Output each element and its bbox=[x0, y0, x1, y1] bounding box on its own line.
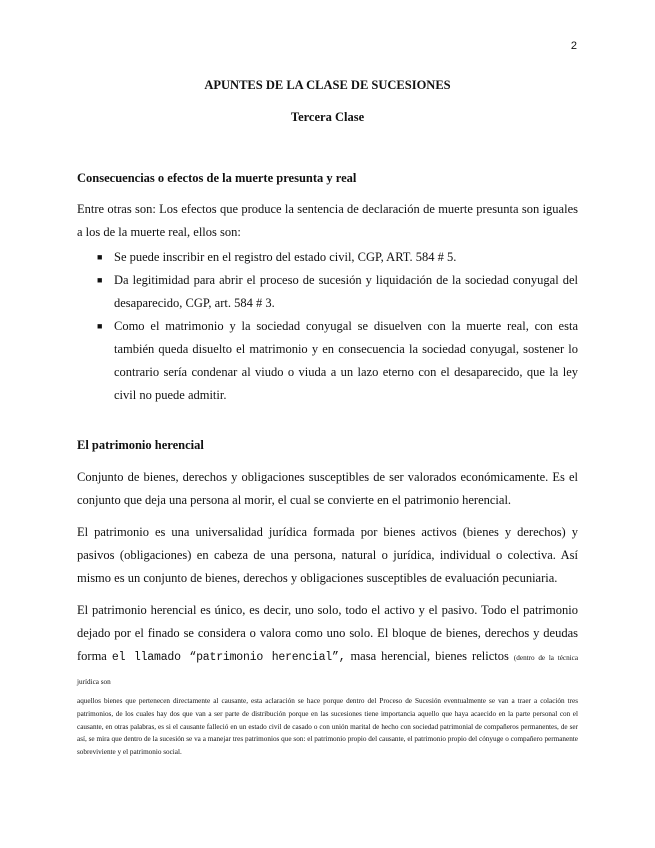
paragraph-3-emphasis: el llamado “patrimonio herencial”, bbox=[111, 651, 346, 664]
list-item bbox=[77, 269, 578, 315]
patrimony-paragraph-1: Conjunto de bienes, derechos y obligaciones susceptibles de ser valorados económicamente. Es el conjunto que deja una persona al morir, el cual se convierte en el patrimonio herencial. bbox=[77, 470, 578, 507]
section-heading-patrimony: El patrimonio herencial bbox=[77, 438, 204, 452]
document-title: APUNTES DE LA CLASE DE SUCESIONES bbox=[204, 78, 451, 92]
square-bullet-icon: ■ bbox=[97, 321, 103, 331]
patrimony-paragraph-2: El patrimonio es una universalidad jurídica formada por bienes activos (bienes y derechos) y pasivos (obligaciones) en cabeza de una persona, natural o jurídica, individual o colectiva. Así mismo es un conjunto de bienes, derechos y obligaciones susceptibles de evaluación pecuniaria. bbox=[77, 525, 578, 585]
paragraph-3-text-cont: masa herencial, bienes relictos bbox=[350, 649, 509, 663]
page-number: 2 bbox=[570, 40, 577, 52]
effects-intro: Entre otras son: Los efectos que produce la sentencia de declaración de muerte presunta son iguales a los de la muerte real, ellos son: bbox=[77, 202, 578, 239]
document-subtitle: Tercera Clase bbox=[290, 110, 365, 124]
patrimony-footnote-text: aquellos bienes que pertenecen directamente al causante, esta aclaración se hace porque dentro del Proceso de Sucesión eventualmente se van a traer a colación tres patrimonios, de los cuales hay dos que van a ser parte de distribución porque en las sucesiones tiene importancia aquello que haya acaecido en la parte personal con el causante, en otras palabras, es si el causante falleció en un estado civil de casado o con unión marital de hecho con sociedad patrimonial de compañeros permanentes, de ser así, se mira que dentro de la sucesión se va a manejar tres patrimonios que son: el patrimonio propio del causante, el patrimonio propio del cónyuge o compañero permanente sobreviviente y el patrimonio social. bbox=[77, 697, 578, 757]
section-patrimony-body bbox=[77, 466, 578, 759]
paragraph-3-text: El patrimonio herencial es único, es decir, uno solo, todo el activo y el pasivo. Todo el patrimonio dejado por el finado se considera o valora como uno solo. El bloque de bienes, derechos y deudas forma bbox=[77, 603, 578, 663]
square-bullet-icon: ■ bbox=[97, 275, 103, 285]
paragraph-3-note-start: (dentro de la técnica jurídica son bbox=[77, 654, 579, 686]
list-item-text: Da legitimidad para abrir el proceso de sucesión y liquidación de la sociedad conyugal del desaparecido, CGP, art. 584 # 3. bbox=[114, 273, 578, 310]
section-heading-effects: Consecuencias o efectos de la muerte presunta y real bbox=[77, 171, 357, 185]
list-item-text: Como el matrimonio y la sociedad conyugal se disuelven con la muerte real, con esta también queda disuelto el matrimonio y en consecuencia la sociedad conyugal, sostener lo contrario sería condenar al viudo o viuda a un lazo eterno con el desaparecido, que la ley civil no puede admitir. bbox=[114, 319, 578, 402]
effects-list bbox=[77, 246, 578, 407]
patrimony-paragraph-3 bbox=[77, 599, 578, 692]
square-bullet-icon: ■ bbox=[97, 252, 103, 262]
list-item bbox=[77, 315, 578, 407]
list-item-text: Se puede inscribir en el registro del estado civil, CGP, ART. 584 # 5. bbox=[114, 250, 457, 264]
section-effects-body bbox=[77, 198, 578, 407]
list-item bbox=[77, 246, 578, 269]
